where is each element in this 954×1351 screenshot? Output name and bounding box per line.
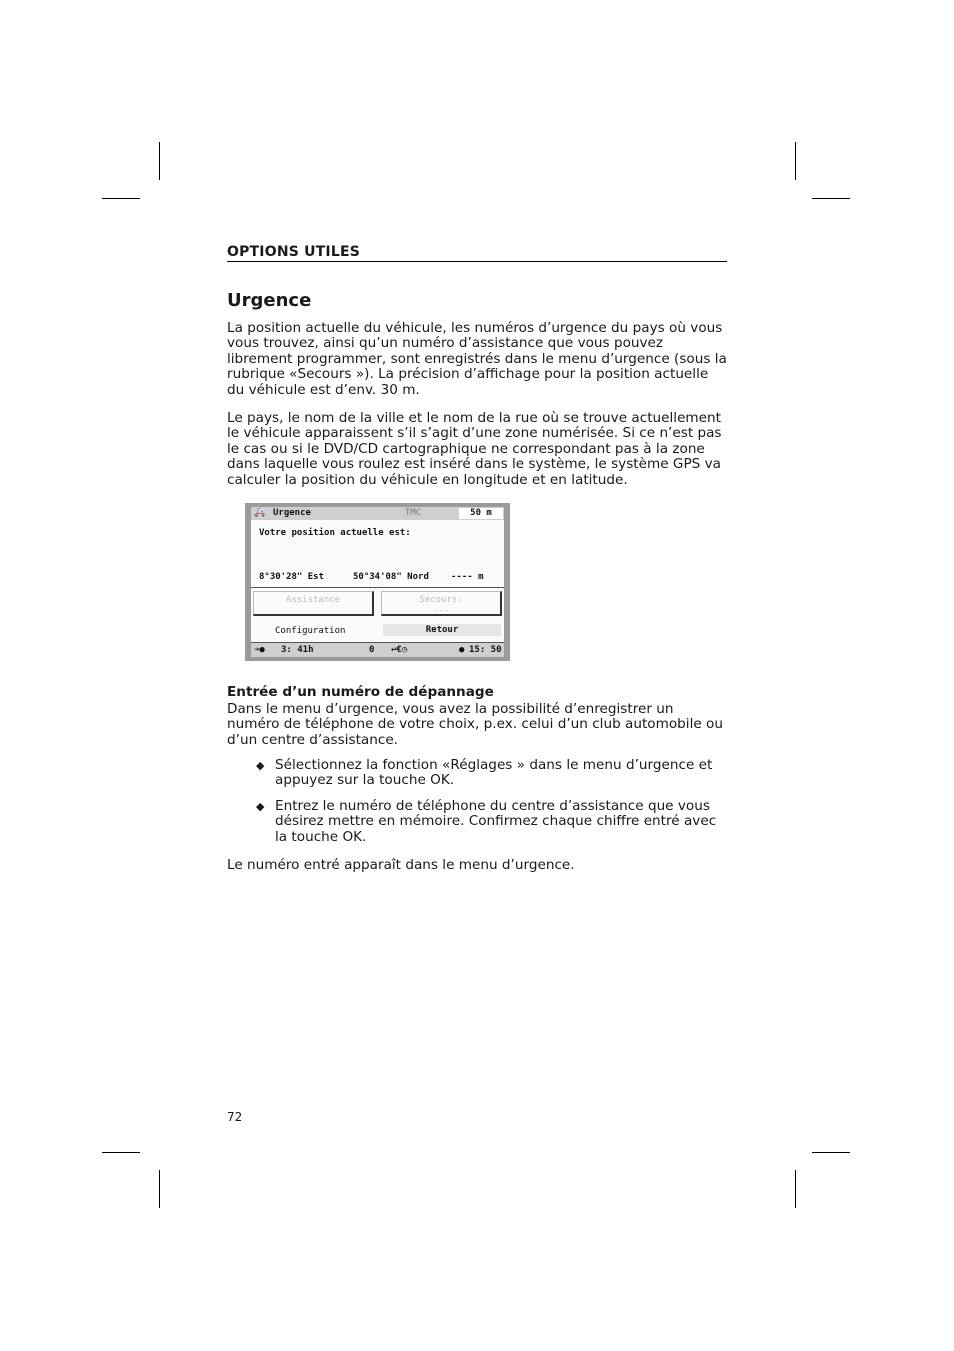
bullet-text: Entrez le numéro de téléphone du centre d’assistance que vous désirez mettre en mémoire. Confirmez chaque chiffre entré avec la touche OK. (275, 798, 717, 845)
section-header: OPTIONS UTILES (227, 244, 727, 262)
crop-mark (812, 1152, 850, 1153)
crop-mark (159, 1170, 160, 1208)
secours-label: Secours: (419, 595, 463, 605)
bullet-item (256, 758, 726, 789)
bullet-item (256, 799, 726, 845)
page-title: Urgence (227, 290, 312, 311)
screen-divider (251, 587, 504, 588)
assistance-label: Assistance (285, 595, 341, 605)
status-bar (251, 642, 504, 657)
arrival-time: 15: 50 (469, 645, 502, 655)
navigation-screenshot (245, 503, 510, 661)
latitude-value: 50°34'08" Nord (353, 572, 429, 582)
subheading-breakdown-number: Entrée d’un numéro de dépannage (227, 684, 494, 700)
breakdown-paragraph: Dans le menu d’urgence, vous avez la possibilité d’enregistrer un numéro de téléphone de votre choix, p.ex. celui d’un club automobile ou d’un centre d’assistance. (227, 701, 723, 748)
screen-title-bar (251, 507, 504, 520)
travel-time: 3: 41h (281, 645, 314, 655)
secours-button[interactable] (381, 591, 502, 616)
assistance-button[interactable] (253, 591, 374, 616)
configuration-button[interactable]: Configuration (275, 626, 346, 636)
bullet-text: Sélectionnez la fonction «Réglages » dans le menu d’urgence et appuyez sur la touche OK. (275, 757, 713, 789)
route-arrow-icon: ➔● (254, 645, 265, 655)
diamond-bullet-icon: ◆ (256, 800, 265, 813)
secours-number: --- (432, 606, 450, 616)
phone-currency-clock-icons: ↩€◷ (391, 645, 408, 655)
device-screen (251, 507, 504, 657)
longitude-value: 8°30'28" Est (259, 572, 325, 582)
clock-dot-icon: ● (459, 645, 465, 655)
crop-mark (812, 198, 850, 199)
position-label: Votre position actuelle est: (259, 528, 411, 538)
crop-mark (102, 198, 140, 199)
crop-mark (795, 1170, 796, 1208)
status-counter: 0 (369, 645, 375, 655)
diamond-bullet-icon: ◆ (256, 759, 265, 772)
page-number: 72 (227, 1110, 243, 1124)
screen-title: Urgence (273, 508, 311, 518)
altitude-value: ---- m (451, 572, 484, 582)
tmc-indicator: TMC (405, 508, 422, 518)
intro-paragraph: La position actuelle du véhicule, les numéros d’urgence du pays où vous vous trouvez, ainsi qu’un numéro d’assistance que vous pouvez librement programmer, sont enregistrés dans le menu d’urgence (sous la rubrique «Secours »). La précision d’affichage pour la position actuelle du véhicule est d’env. 30 m. (227, 320, 727, 398)
map-scale: 50 m (459, 508, 503, 519)
emergency-vehicle-icon: 🚑 (254, 508, 266, 518)
retour-button[interactable]: Retour (383, 624, 501, 636)
closing-paragraph: Le numéro entré apparaît dans le menu d’urgence. (227, 857, 575, 873)
gps-paragraph: Le pays, le nom de la ville et le nom de la rue où se trouve actuellement le véhicule apparaissent s’il s’agit d’une zone numérisée. Si ce n’est pas le cas ou si le DVD/CD cartographique ne correspondant pas à la zone dans laquelle vous roulez est inséré dans le système, le système GPS va calculer la position du véhicule en longitude et en latitude. (227, 410, 722, 488)
crop-mark (102, 1152, 140, 1153)
crop-mark (795, 142, 796, 180)
crop-mark (159, 142, 160, 180)
